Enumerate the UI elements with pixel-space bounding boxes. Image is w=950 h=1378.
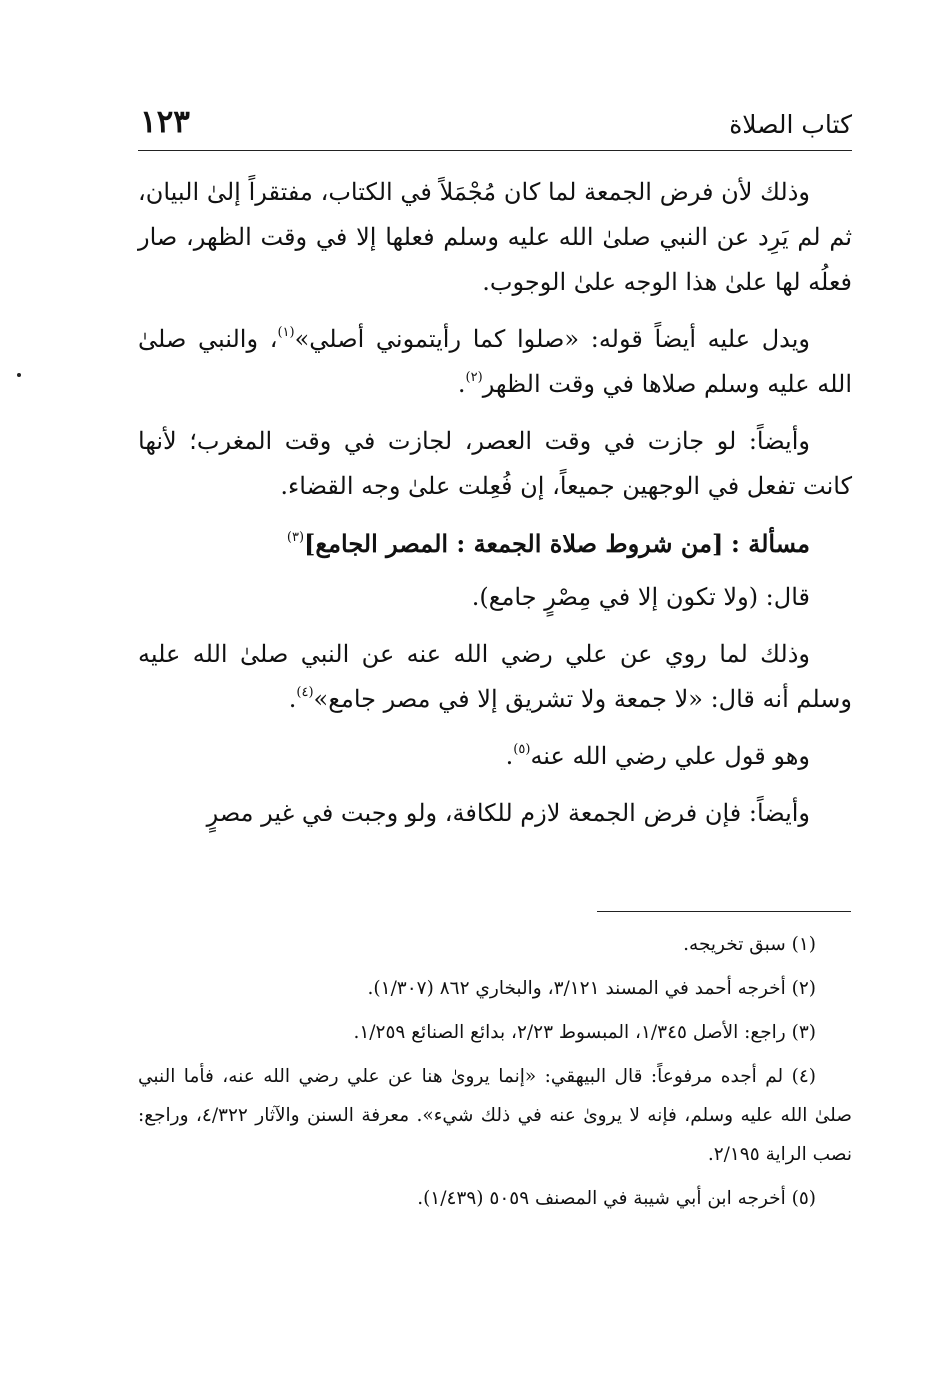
footnote-2: (٢) أخرجه أحمد في المسند ٣/١٢١، والبخاري ٨٦٢ (١/٣٠٧). [367,978,816,999]
scan-speck [17,373,21,377]
footnote-rule [597,911,851,912]
footnote-ref-2: (٢) [465,370,483,385]
paragraph-2-end: . [457,370,466,398]
footnote-ref-5: (٥) [513,742,531,757]
paragraph-2-text: ويدل عليه أيضاً قوله: «صلوا كما رأيتموني أصلي» [294,325,810,353]
footnote-1: (١) سبق تخريجه. [683,934,816,955]
paragraph-6-end: . [505,742,514,770]
footnotes [138,925,852,1223]
header-rule [138,150,852,151]
footnote-4: (٤) لم أجده مرفوعاً: قال البيهقي: «إنما يروىٰ هنا عن علي رضي الله عنه، فأما النبي صلىٰ الله عليه وسلم، فإنه لا يروىٰ عنه في ذلك شيء». معرفة السنن والآثار ٤/٣٢٢، وراجع: نصب الراية ٢/١٩٥. [138,1066,852,1165]
running-title: كتاب الصلاة [729,110,852,139]
paragraph-6 [138,734,852,779]
masala-title: [من شروط صلاة الجمعة : المصر الجامع] [304,529,724,558]
paragraph-3: وأيضاً: لو جازت في وقت العصر، لجازت في وقت المغرب؛ لأنها كانت تفعل في الوجهين جميعاً، إن فُعِلت علىٰ وجه القضاء. [138,427,852,500]
page-number: ١٢٣ [140,104,190,140]
footnote-ref-4: (٤) [296,685,314,700]
paragraph-5 [138,632,852,722]
paragraph-6-text: وهو قول علي رضي الله عنه [530,742,810,770]
paragraph-7: وأيضاً: فإن فرض الجمعة لازم للكافة، ولو وجبت في غير مصرٍ [206,799,810,827]
paragraph-1: وذلك لأن فرض الجمعة لما كان مُجْمَلاً في الكتاب، مفتقراً إلىٰ البيان، ثم لم يَرِد عن النبي صلىٰ الله عليه وسلم فعلها إلا في وقت الظهر، صار فعلُه لها علىٰ هذا الوجه علىٰ الوجوب. [138,178,852,296]
footnote-5: (٥) أخرجه ابن أبي شيبة في المصنف ٥٠٥٩ (١/٤٣٩). [417,1188,816,1209]
paragraph-5-text: وذلك لما روي عن علي رضي الله عنه عن النبي صلىٰ الله عليه وسلم أنه قال: «لا جمعة ولا تشريق إلا في مصر جامع» [138,640,852,713]
paragraph-2 [138,317,852,407]
footnote-3: (٣) راجع: الأصل ١/٣٤٥، المبسوط ٢/٢٣، بدائع الصنائع ١/٢٥٩. [353,1022,816,1043]
paragraph-2-text-2: ، والنبي صلىٰ الله عليه وسلم صلاها في وقت الظهر [138,325,852,398]
main-text [138,170,852,848]
page-header [138,104,852,150]
footnote-ref-3: (٣) [286,530,305,545]
masala-label: مسألة : [731,529,810,558]
masala-heading [138,521,852,567]
paragraph-4: قال: (ولا تكون إلا في مِصْرٍ جامع). [471,583,810,611]
paragraph-5-end: . [288,685,297,713]
footnote-ref-1: (١) [277,325,295,340]
